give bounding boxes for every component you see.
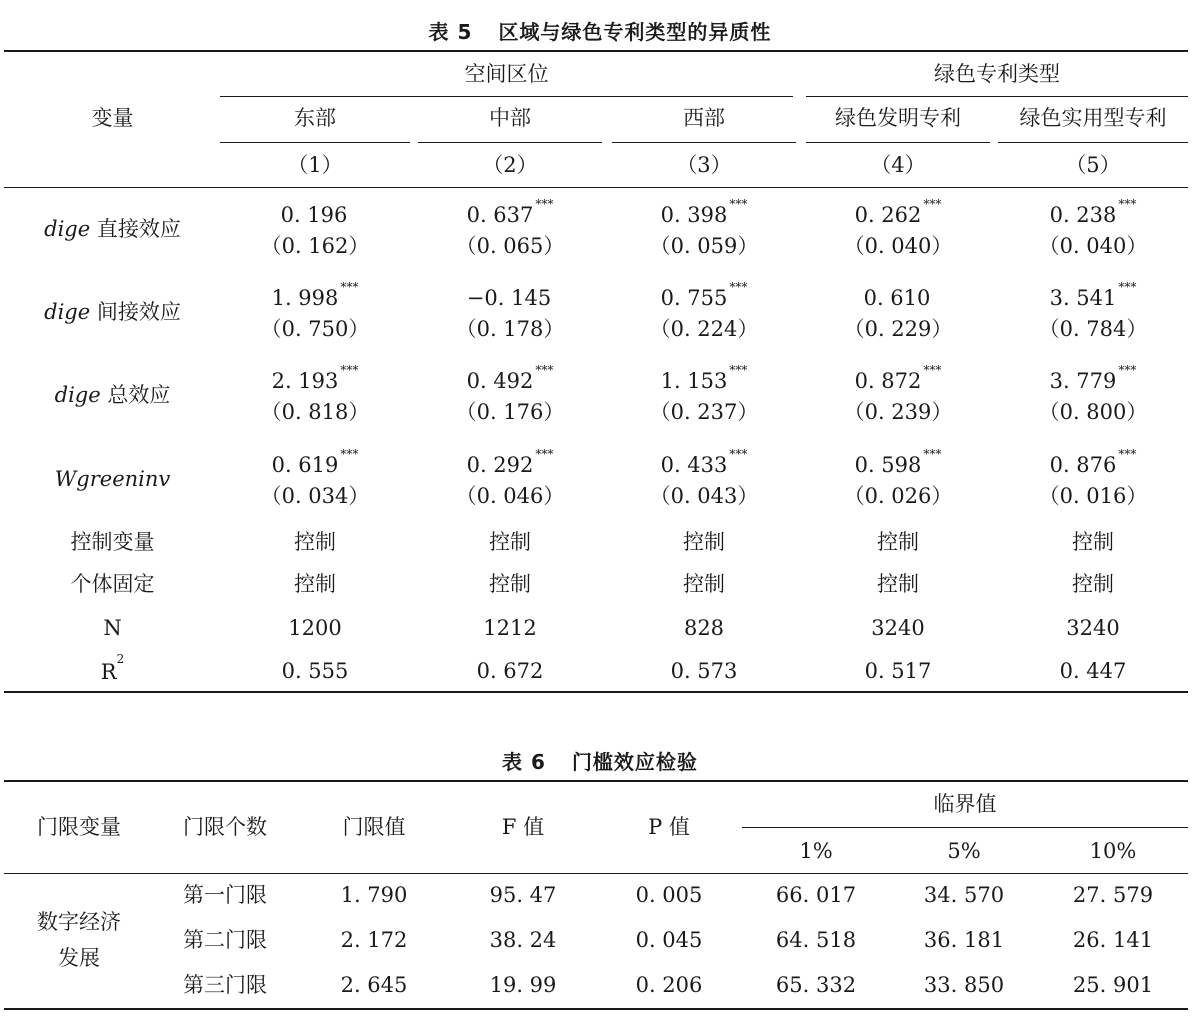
table5-r2-label — [20, 652, 205, 684]
significance-stars: *** — [1118, 447, 1137, 461]
table6-header-p-value: P 值 — [648, 815, 690, 839]
table5-coefficient — [220, 204, 410, 226]
table5-header-group2: 绿色专利类型 — [934, 62, 1060, 86]
table6-value: 0. 045 — [635, 928, 703, 952]
table5-standard-error: （0. 818） — [260, 400, 370, 424]
table5-control-value: 控制 — [489, 572, 531, 596]
table5-coefficient-value: 0. 196 — [280, 203, 348, 227]
table6-group-label: 发展 — [58, 946, 100, 970]
table5-r2-value: 0. 517 — [864, 659, 932, 683]
significance-stars: *** — [729, 447, 748, 461]
table5-control-value: 828 — [683, 616, 725, 640]
significance-stars: *** — [340, 447, 359, 461]
table5-col-invention: 绿色发明专利 — [835, 106, 961, 130]
table5-group2-rule — [806, 96, 1188, 97]
table6-value: 33. 850 — [923, 973, 1005, 997]
significance-stars: *** — [1118, 363, 1137, 377]
table5-col-rule — [998, 142, 1188, 143]
table5-row-label — [20, 469, 205, 490]
table5-standard-error: （0. 043） — [649, 484, 759, 508]
table6-value: 19. 99 — [489, 973, 557, 997]
table5-standard-error: （0. 224） — [649, 317, 759, 341]
table5-coefficient-value: 0. 598 — [854, 453, 922, 477]
table6-threshold-count: 第一门限 — [183, 883, 267, 907]
table5-r2-value: 0. 672 — [476, 659, 544, 683]
significance-stars: *** — [1118, 197, 1137, 211]
table6-caption — [0, 746, 1200, 775]
table5-standard-error: （0. 034） — [260, 484, 370, 508]
table6-value: 95. 47 — [489, 883, 557, 907]
table5-row-label — [20, 385, 205, 406]
table5-header-rule — [4, 187, 1188, 188]
table5-coefficient — [418, 363, 602, 393]
table5-col-east: 东部 — [294, 106, 336, 130]
table5-standard-error: （0. 784） — [1038, 317, 1148, 341]
table5-control-value: 1212 — [483, 616, 537, 640]
table5-coefficient-value: 0. 433 — [660, 453, 728, 477]
table5-group1-rule — [220, 96, 793, 97]
table5-col-central: 中部 — [489, 106, 531, 130]
table5-coefficient-value: 0. 262 — [854, 203, 922, 227]
table6-group-label: 数字经济 — [37, 910, 121, 934]
table5-row-label-variable: dige — [54, 383, 101, 407]
table6-value: 0. 005 — [635, 883, 703, 907]
table5-coefficient — [220, 447, 410, 477]
table5-control-value: 控制 — [294, 572, 336, 596]
table6-value: 2. 645 — [340, 973, 408, 997]
table6-value: 2. 172 — [340, 928, 408, 952]
table6-value: 1. 790 — [340, 883, 408, 907]
table6-value: 27. 579 — [1072, 883, 1154, 907]
table5-standard-error: （0. 016） — [1038, 484, 1148, 508]
table5-coefficient-value: 0. 492 — [466, 369, 534, 393]
table5-r2-value: 0. 573 — [670, 659, 738, 683]
significance-stars: *** — [729, 197, 748, 211]
table5-row-label-text: 间接效应 — [90, 300, 181, 324]
table5-coefficient-value: 2. 193 — [271, 369, 339, 393]
table5-col-rule — [806, 142, 990, 143]
table5-coefficient — [220, 363, 410, 393]
table5-row-label-text: 总效应 — [100, 383, 171, 407]
significance-stars: *** — [1118, 280, 1137, 294]
table6-header-threshold-count: 门限个数 — [183, 815, 267, 839]
significance-stars: *** — [923, 447, 942, 461]
table6-header-critical-5: 5% — [947, 839, 981, 863]
significance-stars: *** — [535, 363, 554, 377]
table6-header-critical: 临界值 — [933, 792, 997, 816]
table5-r2-value: 0. 555 — [281, 659, 349, 683]
table5-number: 表 5 — [428, 20, 473, 44]
table5-header-group1: 空间区位 — [464, 62, 549, 86]
table5-bottom-rule — [4, 691, 1188, 693]
table5-col-rule — [612, 142, 796, 143]
table5-coefficient — [418, 197, 602, 227]
table5-standard-error: （0. 026） — [843, 484, 953, 508]
table5-coefficient-value: 3. 541 — [1049, 286, 1117, 310]
table6-value: 36. 181 — [923, 928, 1005, 952]
significance-stars: *** — [923, 197, 942, 211]
table6-value: 25. 901 — [1072, 973, 1154, 997]
significance-stars: *** — [535, 197, 554, 211]
table6-header-threshold-value: 门限值 — [342, 815, 406, 839]
table5-row-label-variable: dige — [44, 217, 91, 241]
table5-control-value: 控制 — [489, 530, 531, 554]
table5-col-rule — [418, 142, 602, 143]
table5-coefficient — [612, 197, 796, 227]
table6-threshold-count: 第二门限 — [183, 928, 267, 952]
table6-header-threshold-variable: 门限变量 — [37, 815, 121, 839]
table5-standard-error: （0. 178） — [455, 317, 565, 341]
table6-top-rule — [4, 780, 1188, 782]
table5-colnum: （1） — [287, 153, 343, 177]
table5-coefficient-value: 1. 153 — [660, 369, 728, 393]
table5-col-west: 西部 — [683, 106, 725, 130]
significance-stars: *** — [729, 363, 748, 377]
table5-coefficient-value: 0. 292 — [466, 453, 534, 477]
table6-value: 34. 570 — [923, 883, 1005, 907]
table5-standard-error: （0. 239） — [843, 400, 953, 424]
table5-control-value: 控制 — [877, 530, 919, 554]
table5-col-utility: 绿色实用型专利 — [1019, 106, 1167, 130]
significance-stars: *** — [340, 280, 359, 294]
table5-coefficient-value: −0. 145 — [466, 286, 552, 310]
table5-coefficient-value: 0. 238 — [1049, 203, 1117, 227]
table5-coefficient — [220, 280, 410, 310]
table5-standard-error: （0. 800） — [1038, 400, 1148, 424]
table5-coefficient-value: 0. 610 — [863, 286, 931, 310]
table5-control-value: 3240 — [871, 616, 925, 640]
table5-colnum: （5） — [1065, 153, 1121, 177]
table6-critical-rule — [742, 827, 1188, 828]
table5-coefficient — [998, 280, 1188, 310]
table5-col-rule — [220, 142, 410, 143]
table5-standard-error: （0. 229） — [843, 317, 953, 341]
table5-caption — [0, 16, 1200, 45]
table5-control-value: 1200 — [288, 616, 342, 640]
table6-header-f-value: F 值 — [501, 815, 545, 839]
table5-standard-error: （0. 176） — [455, 400, 565, 424]
table5-coefficient — [418, 447, 602, 477]
significance-stars: *** — [923, 363, 942, 377]
table5-standard-error: （0. 059） — [649, 234, 759, 258]
table5-standard-error: （0. 162） — [260, 234, 370, 258]
table5-standard-error: （0. 237） — [649, 400, 759, 424]
table5-row-label-variable: dige — [44, 300, 91, 324]
table5-control-value: 控制 — [1072, 572, 1114, 596]
table5-row-label-text: 直接效应 — [90, 217, 181, 241]
table5-control-value: 控制 — [294, 530, 336, 554]
significance-stars: *** — [729, 280, 748, 294]
table5-control-label: 控制变量 — [70, 530, 155, 554]
significance-stars: *** — [340, 363, 359, 377]
table5-colnum: （3） — [676, 153, 732, 177]
table5-title: 区域与绿色专利类型的异质性 — [498, 20, 772, 44]
table6-value: 26. 141 — [1072, 928, 1154, 952]
table5-top-rule — [4, 50, 1188, 52]
table5-r2-label-text: R — [100, 660, 117, 684]
table5-coefficient-value: 3. 779 — [1049, 369, 1117, 393]
table5-coefficient — [806, 197, 990, 227]
table5-coefficient-value: 0. 398 — [660, 203, 728, 227]
table6-value: 64. 518 — [775, 928, 857, 952]
table5-colnum: （2） — [482, 153, 538, 177]
table5-coefficient-value: 0. 637 — [466, 203, 534, 227]
table6-header-rule — [4, 873, 1188, 874]
table5-row-label — [20, 219, 205, 240]
table5-standard-error: （0. 046） — [455, 484, 565, 508]
table5-coefficient-value: 0. 872 — [854, 369, 922, 393]
table6-bottom-rule — [4, 1008, 1188, 1010]
table5-control-value: 3240 — [1066, 616, 1120, 640]
table5-coefficient — [998, 447, 1188, 477]
table5-coefficient — [612, 280, 796, 310]
table6-value: 66. 017 — [775, 883, 857, 907]
table5-row-label-variable: Wgreeninv — [54, 467, 171, 491]
table5-standard-error: （0. 065） — [455, 234, 565, 258]
table5-standard-error: （0. 040） — [843, 234, 953, 258]
table5-coefficient — [612, 363, 796, 393]
table5-control-value: 控制 — [683, 530, 725, 554]
table5-coefficient-value: 0. 876 — [1049, 453, 1117, 477]
table5-r2-value: 0. 447 — [1059, 659, 1127, 683]
table5-coefficient-value: 1. 998 — [271, 286, 339, 310]
table5-coefficient — [806, 447, 990, 477]
table5-coefficient — [806, 363, 990, 393]
table6-header-critical-1: 1% — [799, 839, 833, 863]
table5-control-value: 控制 — [1072, 530, 1114, 554]
table5-coefficient — [998, 197, 1188, 227]
table5-coefficient — [612, 447, 796, 477]
table6-title: 门槛效应检验 — [571, 750, 698, 774]
significance-stars: *** — [535, 447, 554, 461]
table6-threshold-count: 第三门限 — [183, 973, 267, 997]
table6-value: 0. 206 — [635, 973, 703, 997]
table5-colnum: （4） — [870, 153, 926, 177]
table5-coefficient-value: 0. 619 — [271, 453, 339, 477]
table5-header-variable: 变量 — [91, 106, 134, 130]
table5-row-label — [20, 302, 205, 323]
table5-coefficient — [418, 287, 602, 309]
table5-control-label: 个体固定 — [70, 572, 155, 596]
table5-control-value: 控制 — [683, 572, 725, 596]
table6-value: 65. 332 — [775, 973, 857, 997]
table5-coefficient — [998, 363, 1188, 393]
table5-standard-error: （0. 750） — [260, 317, 370, 341]
table6-number: 表 6 — [502, 750, 546, 774]
table5-standard-error: （0. 040） — [1038, 234, 1148, 258]
table5-coefficient — [806, 287, 990, 309]
table6-value: 38. 24 — [489, 928, 557, 952]
table5-control-value: 控制 — [877, 572, 919, 596]
table5-control-label: N — [103, 616, 122, 640]
table5-coefficient-value: 0. 755 — [660, 286, 728, 310]
table6-header-critical-10: 10% — [1089, 839, 1137, 863]
table5-r2-superscript: 2 — [116, 652, 125, 666]
